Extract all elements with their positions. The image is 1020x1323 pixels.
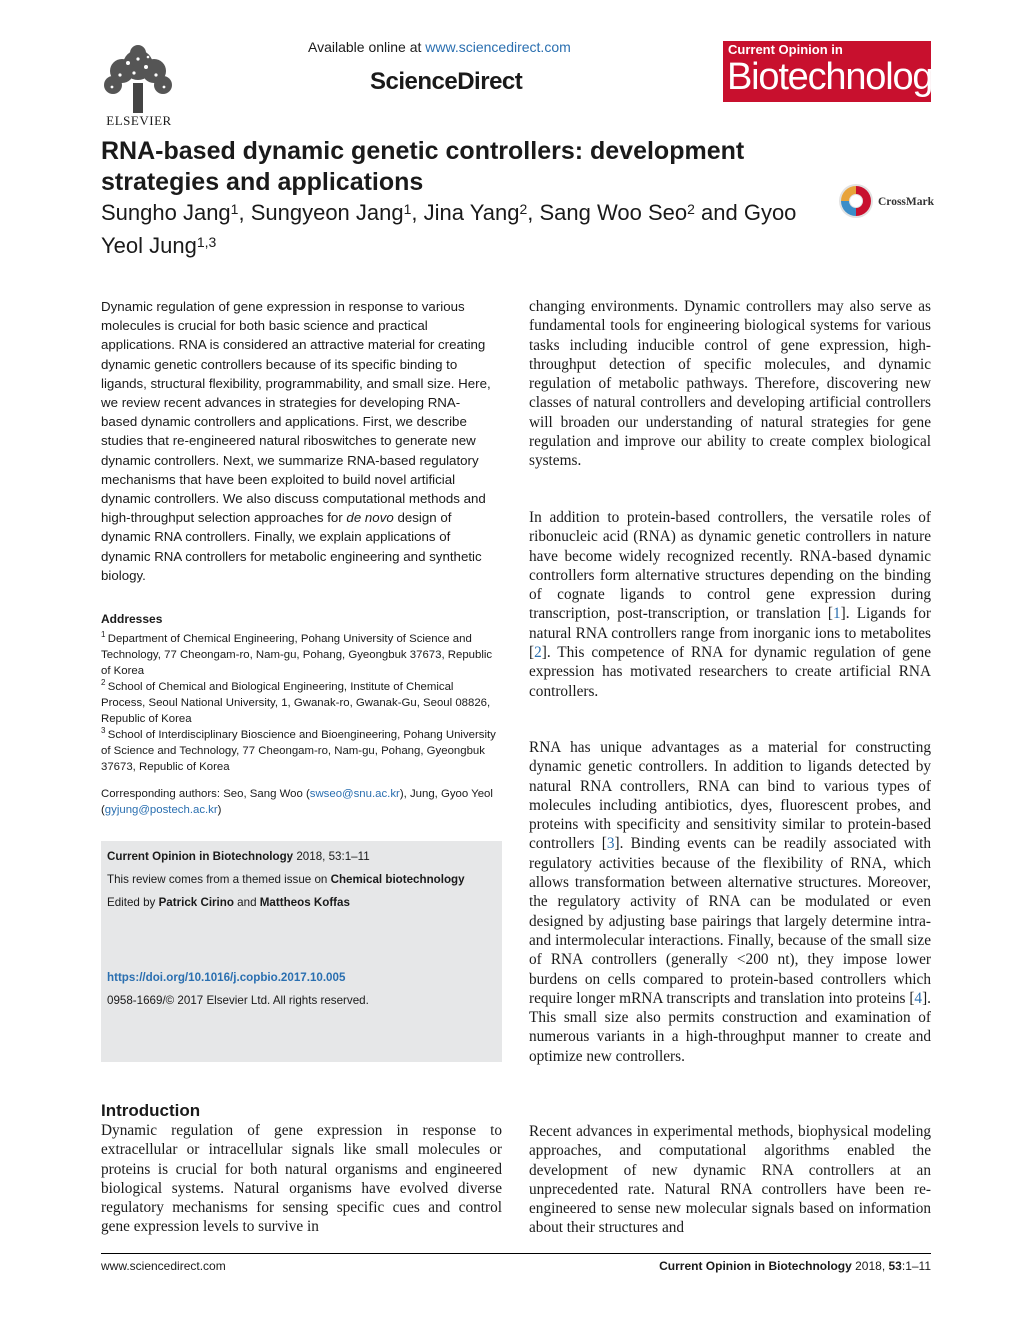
author-affiliation-ref: 2 <box>519 201 528 217</box>
copyright: 0958-1669/© 2017 Elsevier Ltd. All rights reserved. <box>107 994 369 1007</box>
citation-link[interactable]: 1 <box>832 605 841 623</box>
crossmark-badge[interactable] <box>838 183 874 224</box>
author-name: Gyoo Yeol Jung <box>101 200 797 258</box>
article-info-box <box>101 841 502 1062</box>
author-list <box>101 196 821 262</box>
author-separator: and <box>694 200 744 225</box>
author-name: Sungho Jang <box>101 200 231 225</box>
available-online: Available online at www.sciencedirect.com <box>308 39 571 55</box>
abstract: Dynamic regulation of gene expression in response to various molecules is crucial for both basic science and practical applications. RNA is considered an attractive material for creating dynamic genetic controllers because of its specific binding to ligands, structural flexibility, programmability, and small size. Here, we review recent advances in strategies for developing RNA-based dynamic controllers and applications. First, we describe studies that re-engineered natural riboswitches to generate new dynamic controllers. Next, we summarize RNA-based regulatory mechanisms that have been exploited to build novel artificial dynamic controllers. We also discuss computational methods and high-throughput selection approaches for de novo design of dynamic RNA controllers. Finally, we explain applications of dynamic RNA controllers for metabolic engineering and synthetic biology. <box>101 299 491 583</box>
address-item: $^3$ School of Interdisciplinary Bioscience and Bioengineering, Pohang University of Science and Technology, 77 Cheongam-ro, Nam-gu, Pohang, Gyeongbuk 37673, Republic of Korea <box>101 726 496 773</box>
author-separator: , <box>527 200 540 225</box>
journal-name: Biotechnology <box>727 56 951 98</box>
author-affiliation-ref: 1 <box>230 201 239 217</box>
body-paragraph: Recent advances in experimental methods, biophysical modeling approaches, and computational algorithms enabled the development of new dynamic RNA controllers at an unprecedented rate. Natural RNA controllers have been re-engineered to sense new molecular signals based on information about their structures and <box>529 1123 931 1237</box>
corresponding-authors: Corresponding authors: Seo, Sang Woo (swseo@snu.ac.kr), Jung, Gyoo Yeol (gyjung@postech.ac.kr) <box>101 788 493 816</box>
themed-issue: This review comes from a themed issue on Chemical biotechnology <box>107 873 465 886</box>
editors: Edited by Patrick Cirino and Mattheos Koffas <box>107 896 350 909</box>
author-name: Sungyeon Jang <box>250 200 404 225</box>
body-paragraph: In addition to protein-based controllers, the versatile roles of ribonucleic acid (RNA) as dynamic genetic controllers in nature have become widely recognized recently. RNA-based dynamic controllers form alternative structures depending on the binding of cognate ligands to control gene expression during transcription, post-transcription, or translation [1]. Ligands for natural RNA controllers range from inorganic ions to metabolites [2]. This competence of RNA for dynamic regulation of gene expression has motivated researchers to create artificial RNA controllers. <box>529 509 932 700</box>
journal-citation: Current Opinion in Biotechnology 2018, 53:1–11 <box>107 850 370 863</box>
article-title: RNA-based dynamic genetic controllers: development strategies and applications <box>101 137 745 196</box>
introduction-heading: Introduction <box>101 1101 201 1120</box>
email-link[interactable]: swseo@snu.ac.kr <box>309 788 400 800</box>
author-affiliation-ref: 1,3 <box>196 234 217 250</box>
elsevier-wordmark: ELSEVIER <box>106 113 172 128</box>
body-paragraph: RNA has unique advantages as a material for constructing dynamic genetic controllers. In addition to ligands detected by natural RNA controllers, RNA can bind to various types of molecules including antibiotics, dyes, fluorescent probes, and proteins with specificity and sensitivity similar to protein-based controllers [3]. Binding events can be readily associated with regulatory activities because of the flexibility of RNA, which allows transformation between alternative structures. Moreover, the regulatory activity of RNA can be modulated or even designed by adjusting base pairings that largely determine intra- and intermolecular interactions. Finally, because of the small size of RNA controllers (generally <200 nt), they impose lower burdens on cells compared to protein-based controllers which require longer mRNA transcripts and translation into proteins [4]. This small size also permits construction and examination of numerous variants in a high-throughput manner to create and optimize new controllers. <box>529 739 931 1065</box>
journal-prefix: Current Opinion in <box>728 42 843 57</box>
sciencedirect-link[interactable]: www.sciencedirect.com <box>425 39 571 55</box>
doi-link[interactable]: https://doi.org/10.1016/j.copbio.2017.10.005 <box>107 971 346 984</box>
citation-link[interactable]: 4 <box>914 989 923 1007</box>
crossmark-label: CrossMark <box>878 196 935 208</box>
footer-divider <box>101 1253 931 1254</box>
body-paragraph: changing environments. Dynamic controllers may also serve as fundamental tools for engineering biological systems for various tasks including inducible control of gene expression, high-throughput detection of specific molecules, and dynamic regulation of metabolic pathways. Therefore, discovering new classes of natural controllers and developing artificial controllers will broaden our understanding of natural strategies for gene regulation and improve our ability to create complex biological systems. <box>529 298 931 470</box>
elsevier-tree-icon <box>98 45 180 115</box>
citation-link[interactable]: 3 <box>606 835 615 853</box>
author-separator: , <box>238 200 251 225</box>
footer-citation: Current Opinion in Biotechnology 2018, 53:1–11 <box>659 1259 931 1273</box>
citation-link[interactable]: 2 <box>534 644 542 662</box>
author-separator: , <box>411 200 424 225</box>
author-affiliation-ref: 2 <box>687 201 695 217</box>
crossmark-icon <box>838 183 874 219</box>
address-item: $^2$ School of Chemical and Biological Engineering, Institute of Chemical Process, Seoul National University, 1, Gwanak-ro, Gwanak-Gu, Seoul 08826, Republic of Korea <box>101 678 491 725</box>
author-affiliation-ref: 1 <box>403 201 412 217</box>
footer-url[interactable]: www.sciencedirect.com <box>101 1259 226 1273</box>
addresses-heading: Addresses <box>101 612 163 626</box>
author-name: Sang Woo Seo <box>539 200 688 225</box>
address-item: $^1$ Department of Chemical Engineering, Pohang University of Science and Technology, 77 Cheongam-ro, Nam-gu, Pohang, Gyeongbuk 37673, Republic of Korea <box>101 630 493 677</box>
introduction-text: Dynamic regulation of gene expression in response to extracellular or intracellular signals like small molecules or proteins is crucial for both natural organisms and engineered biological systems. Natural organisms have evolved diverse regulatory mechanisms for sensing specific cues and control gene expression levels to survive in <box>101 1122 502 1236</box>
journal-banner <box>723 41 951 102</box>
author-name: Jina Yang <box>423 200 520 225</box>
sciencedirect-wordmark: ScienceDirect <box>370 68 523 95</box>
email-link[interactable]: gyjung@postech.ac.kr <box>104 804 218 816</box>
